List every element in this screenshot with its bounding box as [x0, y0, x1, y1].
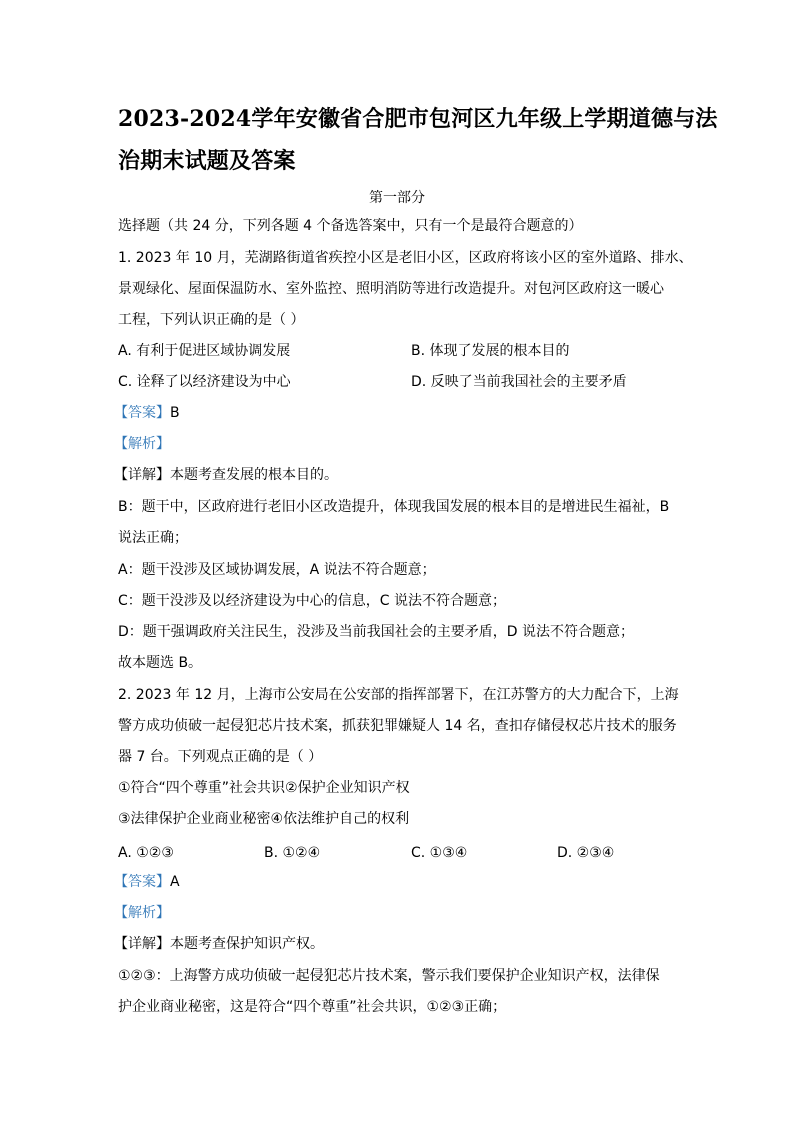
- doc-title-line1: 2023-2024学年安徽省合肥市包河区九年级上学期道德与法: [118, 106, 718, 132]
- doc-title-line2: 治期末试题及答案: [118, 148, 296, 174]
- q1-conclusion: 故本题选 B。: [118, 655, 203, 671]
- detail-label: 【详解】: [114, 936, 170, 952]
- q1-option-a: A. 有利于促进区域协调发展: [118, 343, 291, 359]
- q1-option-b: B. 体现了发展的根本目的: [411, 343, 570, 359]
- q1-explanation-1: B：题干中，区政府进行老旧小区改造提升，体现我国发展的根本目的是增进民生福祉，B: [118, 499, 670, 515]
- q1-option-c: C. 诠释了以经济建设为中心: [118, 374, 291, 390]
- q2-stem-2: 警方成功侦破一起侵犯芯片技术案，抓获犯罪嫌疑人 14 名，查扣存储侵权芯片技术的服务: [118, 718, 677, 734]
- q2-statement-2: ③法律保护企业商业秘密④依法维护自己的权利: [118, 811, 410, 827]
- q2-analysis-label: 【解析】: [114, 905, 170, 921]
- section-heading: 第一部分: [369, 190, 425, 206]
- detail-intro: 本题考查保护知识产权。: [170, 936, 324, 952]
- q2-stem-3: 器 7 台。下列观点正确的是（ ）: [118, 749, 323, 765]
- answer-label: 【答案】: [114, 405, 170, 421]
- detail-label: 【详解】: [114, 467, 170, 483]
- q1-detail: [114, 468, 338, 482]
- answer-label: 【答案】: [114, 874, 170, 890]
- q1-option-d: D. 反映了当前我国社会的主要矛盾: [411, 374, 627, 390]
- q1-explanation-5: D：题干强调政府关注民生，没涉及当前我国社会的主要矛盾，D 说法不符合题意；: [118, 624, 635, 640]
- q1-stem-2: 景观绿化、屋面保温防水、室外监控、照明消防等进行改造提升。对包河区政府这一暖心: [118, 281, 664, 297]
- answer-value: B: [170, 405, 180, 421]
- q2-option-c: C. ①③④: [411, 845, 468, 861]
- q1-stem-3: 工程，下列认识正确的是（ ）: [118, 312, 305, 328]
- q1-explanation-2: 说法正确；: [118, 530, 188, 546]
- q2-option-a: A. ①②③: [118, 845, 174, 861]
- q2-statement-1: ①符合“四个尊重”社会共识②保护企业知识产权: [118, 780, 410, 796]
- q2-answer: [114, 875, 180, 889]
- q1-answer: [114, 406, 180, 420]
- q2-stem-1: 2. 2023 年 12 月，上海市公安局在公安部的指挥部署下，在江苏警方的大力配合下，上海: [118, 687, 679, 703]
- instructions: 选择题（共 24 分，下列各题 4 个备选答案中，只有一个是最符合题意的）: [118, 218, 583, 234]
- q1-stem-1: 1. 2023 年 10 月，芜湖路街道省疾控小区是老旧小区，区政府将该小区的室外道路、排水、: [118, 250, 693, 266]
- q1-explanation-4: C：题干没涉及以经济建设为中心的信息，C 说法不符合题意；: [118, 593, 506, 609]
- detail-intro: 本题考查发展的根本目的。: [170, 467, 338, 483]
- q1-analysis-label: 【解析】: [114, 436, 170, 452]
- answer-value: A: [170, 874, 180, 890]
- q2-detail: [114, 937, 324, 951]
- q2-explanation-1: ①②③：上海警方成功侦破一起侵犯芯片技术案，警示我们要保护企业知识产权，法律保: [118, 968, 660, 984]
- q2-option-b: B. ①②④: [264, 845, 321, 861]
- q2-explanation-2: 护企业商业秘密，这是符合“四个尊重”社会共识，①②③正确；: [118, 999, 507, 1015]
- q1-explanation-3: A：题干没涉及区域协调发展，A 说法不符合题意；: [118, 562, 436, 578]
- q2-option-d: D. ②③④: [557, 845, 615, 861]
